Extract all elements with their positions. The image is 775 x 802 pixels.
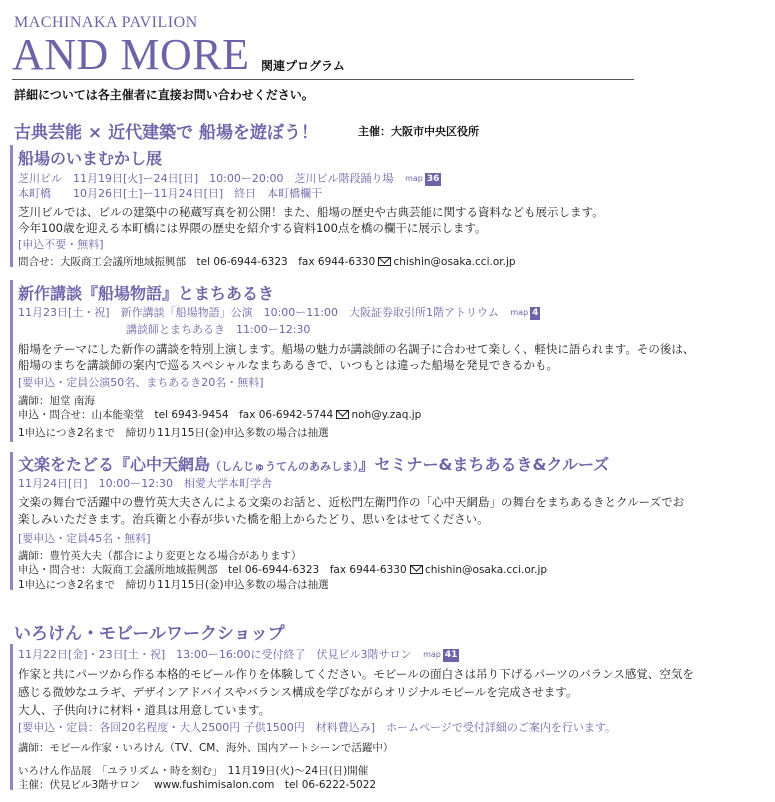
event3-lecturer: 講師：豊竹英大夫（都合により変更となる場合があります） (18, 550, 302, 562)
map-number-badge: 41 (444, 649, 458, 660)
map-number-badge: 4 (532, 307, 539, 318)
page-subtitle: 関連プログラム (261, 59, 345, 73)
event3-desc-2: 楽しみいただきます。治兵衛と小春が歩いた橋を船上からたどり、思いをはせてください。 (18, 512, 489, 526)
event1-schedule-1: 芝川ビル 11月19日[火]ー24日[日] 10:00ー20:00 芝川ビル階段踊り場 map 36 (18, 172, 440, 185)
section2-bar (10, 644, 13, 790)
header-kicker: MACHINAKA PAVILION (14, 14, 198, 31)
section2-exhibit: いろけん作品展 「ユラリズム・時を刻む」 11月19日(火)～24日(日)開催 (18, 765, 369, 777)
event3-email[interactable]: chishin@osaka.cci.or.jp (424, 564, 548, 576)
event3-schedule-1: 11月24日[日] 10:00ー12:30 相愛大学本町学舎 (18, 477, 272, 490)
section2-apply: [要申込・定員：各回20名程度・大人2500円 子供1500円 材料費込み] ホームページで受付詳細のご案内を行います。 (18, 721, 616, 734)
event2-apply: [要申込・定員公演50名、まちあるき20名・無料] (18, 376, 264, 389)
event3-contact: 申込・問合せ：大阪商工会議所地域振興部 tel 06-6944-6323 fax 6944-6330 chishin@osaka.cci.or.jp (18, 564, 548, 576)
section1-organizer: 主催：大阪市中央区役所 (358, 125, 479, 138)
event3-note: 1申込につき2名まで 締切り11月15日(金)申込多数の場合は抽選 (18, 579, 329, 591)
event2-desc-2: 船場のまちを講談師の案内で巡るスペシャルなまちあるきで、いつもとは違った船場を発見できるかも。 (18, 358, 559, 372)
event1-apply: [申込不要・無料] (18, 238, 104, 251)
mail-icon (378, 257, 391, 266)
mail-icon (410, 565, 423, 574)
event2-email[interactable]: noh@y.zaq.jp (351, 409, 422, 421)
event1-desc-1: 芝川ビルでは、ビルの建築中の秘蔵写真を初公開！また、船場の歴史や古典芸能に関する資料なども展示します。 (18, 205, 604, 219)
event2-desc-1: 船場をテーマにした新作の講談を特別上演します。船場の魅力が講談師の名調子に合わせて楽しく、軽快に語られます。その後は、 (18, 342, 695, 356)
event3-apply: [要申込・定員45名・無料] (18, 532, 151, 545)
event2-lecturer: 講師：旭堂 南海 (18, 395, 95, 407)
event3-bar (10, 452, 13, 590)
event2-schedule-2: 講談師とまちあるき 11:00ー12:30 (126, 323, 311, 336)
event1-title: 船場のいまむかし展 (18, 149, 163, 168)
map-number-badge: 36 (426, 173, 440, 184)
header-divider (12, 79, 634, 80)
section1-title: 古典芸能 × 近代建築で 船場を遊ぼう！ (14, 123, 318, 143)
event2-schedule-1: 11月23日[土・祝] 新作講談「船場物語」公演 10:00ー11:00 大阪証券取引所1階アトリウム map 4 (18, 306, 539, 319)
event3-desc-1: 文楽の舞台で活躍中の豊竹英大夫さんによる文楽のお話と、近松門左衛門作の「心中天網島」の舞台をまちあるきとクルーズでお (18, 495, 685, 509)
event2-bar (10, 280, 13, 442)
event1-desc-2: 今年100歳を迎える本町橋には界隈の歴史を紹介する資料100点を橋の欄干に展示します。 (18, 221, 487, 235)
map-label: map 4 (510, 307, 539, 318)
section2-schedule: 11月22日[金]・23日[土・祝] 13:00ー16:00に受付終了 伏見ビル3階サロン map 41 (18, 648, 458, 661)
event2-note: 1申込につき2名まで 締切り11月15日(金)申込多数の場合は抽選 (18, 427, 329, 439)
event3-title: 文楽をたどる『心中天網島（しんじゅうてんのあみしま）』セミナー&まちあるき&クルーズ (18, 455, 610, 474)
event2-title: 新作講談『船場物語』とまちあるき (18, 284, 275, 303)
map-label: map 36 (405, 173, 440, 184)
section2-lecturer: 講師：モビール作家・いろけん（TV、CM、海外、国内アートシーンで活躍中） (18, 742, 394, 754)
section2-sponsor: 主催：伏見ビル3階サロン www.fushimisalon.com tel 06-6222-5022 (18, 779, 377, 791)
section2-title: いろけん・モビールワークショップ (14, 624, 285, 644)
mail-icon (336, 410, 349, 419)
event1-email[interactable]: chishin@osaka.cci.or.jp (393, 256, 516, 268)
contact-notice: 詳細については各主催者に直接お問い合わせください。 (14, 88, 314, 102)
page-title: AND MORE (12, 30, 250, 79)
section2-desc-3: 大人、子供向けに材料・道具は用意しています。 (18, 703, 271, 717)
event1-contact: 問合せ：大阪商工会議所地域振興部 tel 06-6944-6323 fax 6944-6330 chishin@osaka.cci.or.jp (18, 256, 516, 268)
section2-desc-1: 作家と共にパーツから作る本格的モビール作りを体験してください。モビールの面白さは吊り下げるパーツのバランス感覚、空気を (18, 667, 694, 681)
section2-desc-2: 感じる微妙なユラギ、デザインアドバイスやバランス構成を学びながらオリジナルモビールを完成させます。 (18, 685, 578, 699)
map-label: map 41 (423, 649, 458, 660)
event2-contact: 申込・問合せ：山本能楽堂 tel 6943-9454 fax 06-6942-5744 noh@y.zaq.jp (18, 409, 422, 421)
event1-schedule-2: 本町橋 10月26日[土]ー11月24日[日] 終日 本町橋欄干 (18, 187, 323, 200)
event1-bar (10, 145, 13, 267)
